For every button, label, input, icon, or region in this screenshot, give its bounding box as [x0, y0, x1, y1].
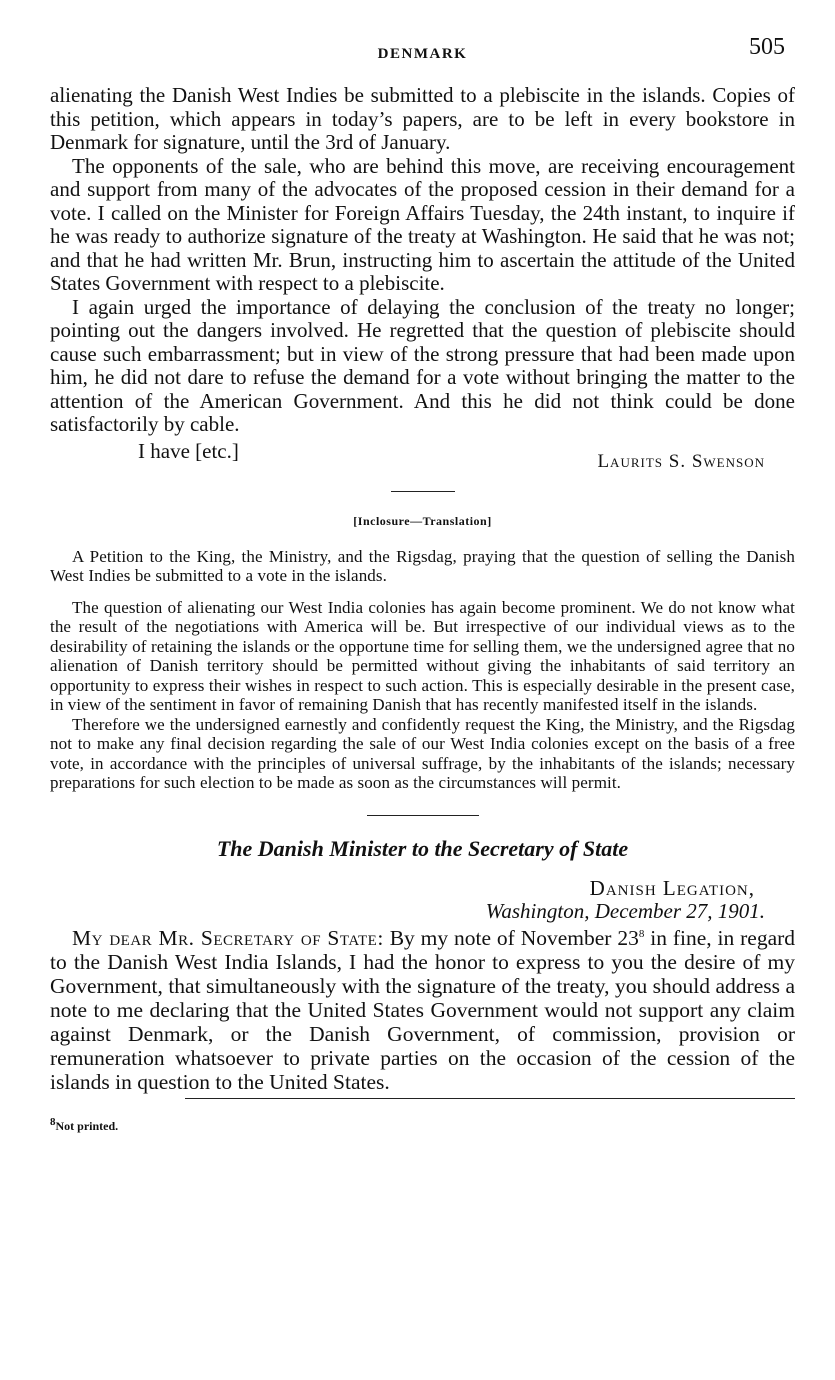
- letter-date: Washington, December 27, 1901.: [485, 898, 765, 923]
- page-number: 505: [749, 34, 785, 60]
- footnote-reference: 8: [638, 927, 645, 940]
- letter-address: [50, 862, 795, 923]
- running-head-title: DENMARK: [377, 46, 468, 62]
- section-divider: [367, 815, 479, 816]
- footnote-marker: 8: [50, 1115, 56, 1128]
- letter-place: Danish Legation,: [589, 875, 755, 900]
- letter-body-rest: in fine, in regard to the Danish West India Islands, I had the honor to express to you the desire of my Government, that simultaneously with the signature of the treaty, you should address a note to me declaring that the United States Government would not support any claim against Denmark, or the Danish Government, of commission, provision or remuneration whatsoever to private parties on the occasion of the cession of the islands in question to the United States.: [50, 925, 796, 1094]
- footnote-rule: [185, 1098, 795, 1099]
- signature: Laurits S. Swenson: [597, 450, 765, 472]
- letter-heading: The Danish Minister to the Secretary of State: [216, 835, 629, 861]
- body-paragraph-2: The opponents of the sale, who are behind this move, are receiving encouragement and support from many of the advocates of the proposed cession in their demand for a vote. I called on the Minister for Foreign Affairs Tuesday, the 24th instant, to inquire if he was ready to authorize signature of the treaty at Washington. He said that he was not; and that he had written Mr. Brun, instructing him to ascertain the attitude of the United States Government with respect to a plebiscite.: [50, 153, 795, 295]
- body-paragraph-3: I again urged the importance of delaying the conclusion of the treaty no longer; pointing out the dangers involved. He regretted that the question of plebiscite should cause such embarrassment; but in view of the strong pressure that had been made upon him, he did not dare to refuse the demand for a vote without bringing the matter to the attention of the American Government. And this he did not think could be done satisfactorily by cable.: [50, 294, 795, 436]
- footnote: [50, 1115, 795, 1134]
- letter-body: [50, 926, 795, 1094]
- letter-salutation: My dear Mr. Secretary of State:: [72, 925, 384, 950]
- footnote-text: Not printed.: [55, 1118, 119, 1133]
- running-head: [50, 30, 795, 66]
- petition-paragraph-1: The question of alienating our West India colonies has again become prominent. We do not know what the result of the negotiations with America will be. But irrespective of our individual views as to the desirability of retaining the islands or the opportune time for selling them, we the undersigned agree that no alienation of Danish territory should be permitted without giving the inhabitants of said territory an opportunity to express their wishes in respect to such action. This is especially desirable in the present case, in view of the sentiment in favor of remaining Danish that has recently manifested itself in the islands.: [50, 597, 795, 714]
- signoff: [50, 437, 795, 477]
- section-divider: [391, 491, 455, 492]
- inclosure-label: [Inclosure—Translation]: [353, 513, 492, 528]
- petition-title: A Petition to the King, the Ministry, and the Rigsdag, praying that the question of selling the Danish West Indies be submitted to a vote in the islands.: [50, 546, 795, 585]
- petition-paragraph-2: Therefore we the undersigned earnestly and confidently request the King, the Ministry, and the Rigsdag not to make any final decision regarding the sale of our West India colonies except on the basis of a free vote, in accordance with the principles of universal suffrage, by the inhabitants of the islands; necessary preparations for such election to be made as soon as the circumstances will permit.: [50, 714, 795, 792]
- closing-text: I have [etc.]: [138, 438, 239, 463]
- body-paragraph-1: alienating the Danish West Indies be submitted to a plebiscite in the islands. Copies of this petition, which appears in today’s papers, are to be left in every bookstore in Denmark for signature, until the 3rd of January.: [50, 83, 795, 154]
- document-page: [50, 30, 795, 1134]
- letter-body-start: By my note of November 23: [389, 925, 639, 950]
